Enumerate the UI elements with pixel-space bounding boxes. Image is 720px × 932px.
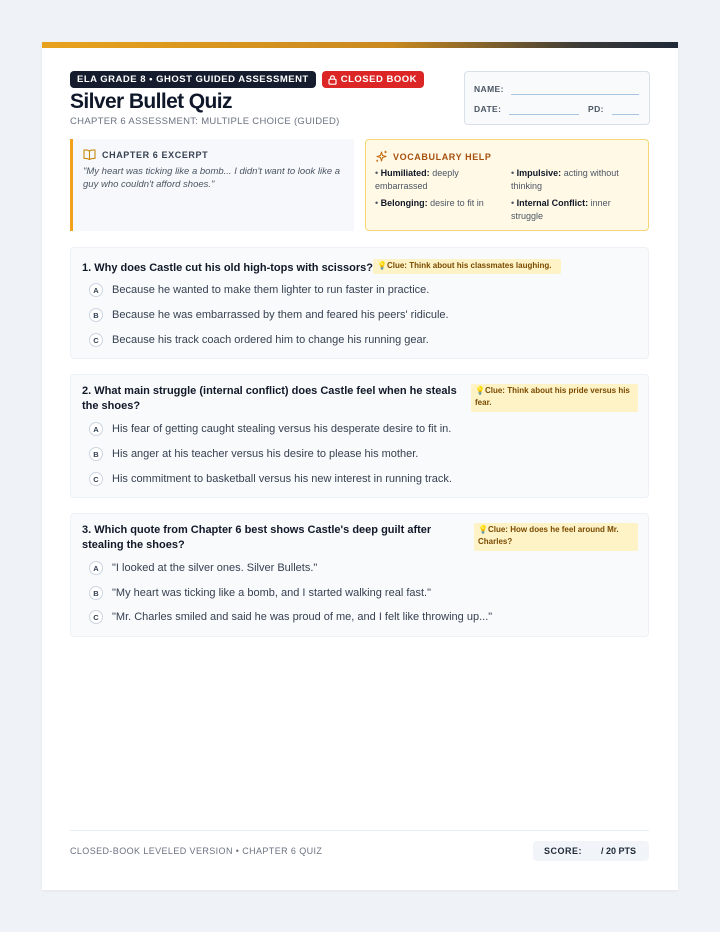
vocab-term: Impulsive:	[516, 168, 562, 178]
option-text: Because he wanted to make them lighter to run faster in practice.	[112, 284, 430, 296]
option-text: His fear of getting caught stealing versus his desperate desire to fit in.	[112, 423, 452, 435]
score-total: / 20 PTS	[601, 846, 637, 856]
option-b[interactable]	[89, 308, 449, 322]
vocabulary-box	[365, 139, 649, 231]
page-subtitle: CHAPTER 6 ASSESSMENT: MULTIPLE CHOICE (GUIDED)	[70, 116, 340, 127]
option-a[interactable]	[89, 283, 429, 297]
vocabulary-heading	[375, 150, 492, 163]
excerpt-box	[70, 139, 354, 231]
sparkle-icon	[375, 150, 388, 163]
option-letter: C	[89, 333, 103, 347]
excerpt-heading	[83, 149, 208, 160]
option-text: Because his track coach ordered him to change his running gear.	[112, 334, 429, 346]
clue-callout	[474, 523, 638, 551]
vocab-definition: desire to fit in	[430, 198, 484, 208]
vocab-term: Belonging:	[380, 198, 428, 208]
vocab-definition: inner struggle	[511, 198, 611, 221]
option-b[interactable]	[89, 586, 431, 600]
clue-text: Clue: How does he feel around Mr. Charles?	[478, 525, 619, 546]
clue-callout	[471, 384, 638, 412]
badge-row	[70, 71, 424, 88]
option-letter: A	[89, 283, 103, 297]
option-letter: C	[89, 610, 103, 624]
question-card-3	[70, 513, 649, 637]
vocabulary-heading-label: VOCABULARY HELP	[393, 151, 492, 162]
vocab-definition: acting without thinking	[511, 168, 619, 191]
option-c[interactable]	[89, 610, 492, 624]
footer-divider	[70, 830, 649, 831]
score-box	[533, 841, 649, 861]
vocab-item: • Internal Conflict: inner struggle	[511, 198, 611, 221]
vocab-term: Internal Conflict:	[516, 198, 589, 208]
option-a[interactable]	[89, 561, 317, 575]
clue-text: Clue: Think about his classmates laughing.	[386, 261, 552, 270]
open-book-icon	[83, 149, 96, 160]
option-text: "My heart was ticking like a bomb, and I started walking real fast."	[112, 587, 432, 599]
option-text: "I looked at the silver ones. Silver Bullets."	[112, 562, 318, 574]
excerpt-heading-label: CHAPTER 6 EXCERPT	[102, 149, 209, 160]
name-label: NAME:	[474, 84, 504, 94]
grade-badge: ELA GRADE 8 • GHOST GUIDED ASSESSMENT	[70, 71, 316, 88]
option-text: "Mr. Charles smiled and said he was proud of me, and I felt like throwing up..."	[112, 611, 493, 623]
closed-book-badge	[322, 71, 424, 88]
clue-callout	[373, 259, 561, 274]
option-letter: B	[89, 586, 103, 600]
date-field[interactable]	[509, 113, 579, 115]
quiz-page	[42, 42, 678, 890]
question-text: 1. Why does Castle cut his old high-tops with scissors?	[82, 262, 373, 274]
option-c[interactable]	[89, 333, 429, 347]
option-text: His commitment to basketball versus his new interest in running track.	[112, 473, 452, 485]
lock-icon	[328, 75, 337, 85]
option-b[interactable]	[89, 447, 418, 461]
clue-text: Clue: Think about his pride versus his fear.	[475, 386, 630, 407]
option-letter: B	[89, 308, 103, 322]
score-label: SCORE:	[544, 846, 583, 856]
footer-version: CLOSED-BOOK LEVELED VERSION • CHAPTER 6 QUIZ	[70, 846, 323, 856]
period-field[interactable]	[612, 113, 639, 115]
lightbulb-icon: 💡	[478, 525, 488, 534]
accent-bar	[42, 42, 678, 48]
option-text: Because he was embarrassed by them and feared his peers' ridicule.	[112, 309, 449, 321]
option-letter: C	[89, 472, 103, 486]
option-letter: A	[89, 561, 103, 575]
closed-book-label: CLOSED BOOK	[340, 74, 417, 85]
lightbulb-icon: 💡	[377, 261, 387, 270]
vocab-definition: deeply embarrassed	[375, 168, 459, 191]
option-a[interactable]	[89, 422, 451, 436]
name-field[interactable]	[511, 93, 639, 95]
question-card-2	[70, 374, 649, 498]
option-letter: A	[89, 422, 103, 436]
vocab-item: • Impulsive: acting without thinking	[511, 168, 619, 191]
vocab-term: Humiliated:	[380, 168, 430, 178]
vocab-item: • Humiliated: deeply embarrassed	[375, 168, 459, 191]
vocab-item: • Belonging: desire to fit in	[375, 198, 484, 208]
option-c[interactable]	[89, 472, 452, 486]
period-label: PD:	[588, 104, 604, 114]
page-title: Silver Bullet Quiz	[70, 90, 232, 113]
option-text: His anger at his teacher versus his desire to please his mother.	[112, 448, 419, 460]
lightbulb-icon: 💡	[475, 386, 485, 395]
question-text: 3. Which quote from Chapter 6 best shows Castle's deep guilt after stealing the shoes?	[82, 524, 432, 551]
question-card-1	[70, 247, 649, 359]
option-letter: B	[89, 447, 103, 461]
date-label: DATE:	[474, 104, 502, 114]
student-info-box	[464, 71, 650, 125]
question-text: 2. What main struggle (internal conflict) does Castle feel when he steals the shoes?	[82, 385, 457, 412]
excerpt-text: "My heart was ticking like a bomb... I didn't want to look like a guy who couldn't afford shoes."	[83, 166, 341, 190]
